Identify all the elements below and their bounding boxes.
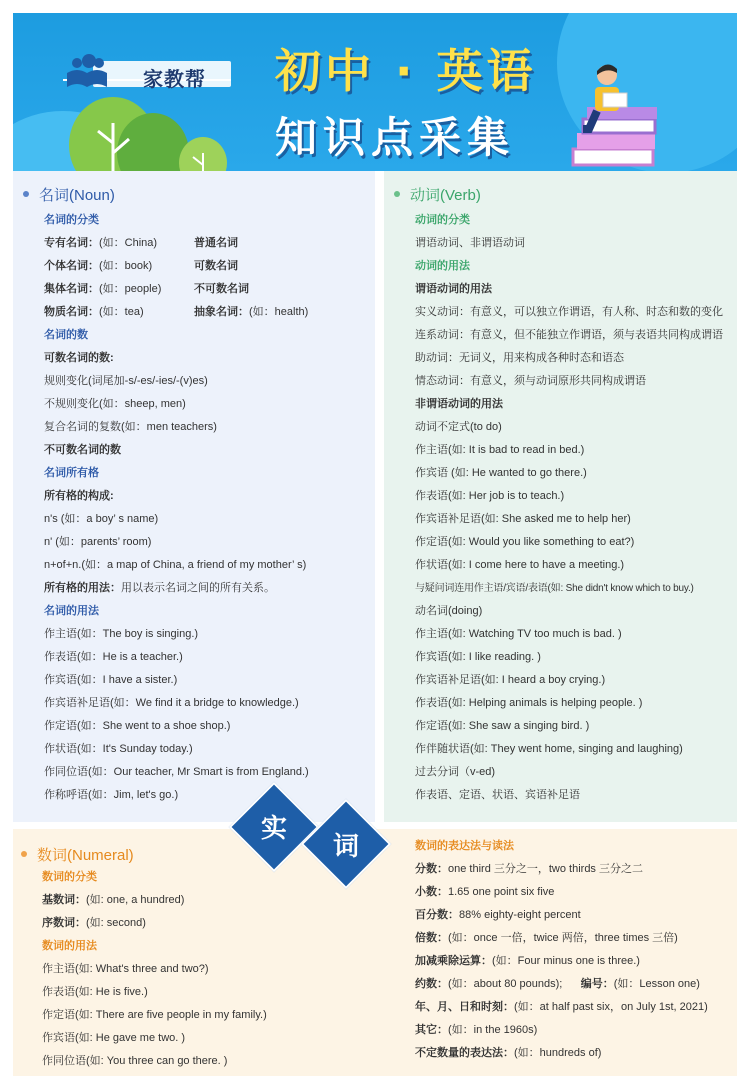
- term-label: 约数：: [415, 978, 448, 990]
- term-label: 所有格的用法：: [44, 582, 121, 594]
- bullet-dot-icon: [394, 191, 400, 197]
- verb-section-title: 动词(Verb): [394, 184, 481, 205]
- term-label-secondary: 不可数名词: [194, 283, 249, 295]
- term-example: 用以表示名词之间的所有关系。: [121, 582, 275, 594]
- term-label: 个体名词：: [44, 260, 99, 272]
- term-example: 88% eighty-eight percent: [459, 909, 581, 921]
- content-line: [415, 858, 708, 881]
- content-line: 作状语(如: I come here to have a meeting.): [415, 559, 625, 571]
- content-line: 作宾语补足语(如: I heard a boy crying.): [415, 674, 606, 686]
- content-line: n's (如：a boy’ s name): [44, 513, 159, 525]
- noun-section-title: 名词(Noun): [23, 184, 115, 205]
- content-line: 作同位语(如: You three can go there. ): [42, 1055, 228, 1067]
- reading-student-icon: [563, 53, 673, 171]
- term-label: 其它：: [415, 1024, 448, 1036]
- content-line: 动词不定式(to do): [415, 421, 502, 433]
- term-label: 不定数量的表达法：: [415, 1047, 514, 1059]
- content-line: [42, 889, 267, 912]
- numeral-left-content: [42, 866, 267, 1073]
- content-line: [44, 278, 309, 301]
- term-example: (如：book): [99, 260, 153, 272]
- content-line: 复合名词的复数(如：men teachers): [44, 421, 217, 433]
- subheading: 数词的分类: [42, 871, 97, 883]
- term-label: 物质名词：: [44, 306, 99, 318]
- content-line: 作表语(如: Her job is to teach.): [415, 490, 565, 502]
- term-example: (如：at half past six，on July 1st, 2021): [514, 1001, 708, 1013]
- term-example: (如：Four minus one is three.): [492, 955, 640, 967]
- term-example: (如：about 80 pounds);: [448, 978, 563, 990]
- term-label: 分数：: [415, 863, 448, 875]
- term-label: 加减乘除运算：: [415, 955, 492, 967]
- content-line: 作表语(如: He is five.): [42, 986, 148, 998]
- term-label: 序数词：: [42, 917, 86, 929]
- badge-char-1: 实: [261, 814, 288, 844]
- content-line: [44, 301, 309, 324]
- content-line: 作定语(如: Would you like something to eat?): [415, 536, 635, 548]
- subheading: 名词所有格: [44, 467, 99, 479]
- term-example: (如: second): [86, 917, 146, 929]
- noun-panel: [13, 171, 375, 822]
- content-line: 作宾语(如: I like reading. ): [415, 651, 541, 663]
- spacer: [562, 978, 580, 990]
- content-line: [415, 1019, 708, 1042]
- term-label: 集体名词：: [44, 283, 99, 295]
- content-line: 动名词(doing): [415, 605, 483, 617]
- content-line: 作主语(如：The boy is singing.): [44, 628, 199, 640]
- content-line: 连系动词：有意义，但不能独立作谓语，须与表语共同构成谓语: [415, 329, 723, 341]
- content-line: n+of+n.(如：a map of China, a friend of my mother’ s): [44, 559, 307, 571]
- content-line: 作主语(如: It is bad to read in bed.): [415, 444, 585, 456]
- subheading: 动词的分类: [415, 214, 470, 226]
- term-label: 基数词：: [42, 894, 86, 906]
- content-line: 作同位语(如：Our teacher, Mr Smart is from England.): [44, 766, 309, 778]
- title-line2: 知识点采集: [275, 113, 516, 162]
- verb-content: [415, 209, 723, 807]
- content-line: 谓语动词的用法: [415, 283, 492, 295]
- term-example: one third 三分之一，two thirds 三分之二: [448, 863, 643, 875]
- term-label-secondary: 普通名词: [194, 237, 238, 249]
- content-line: 规则变化(词尾加-s/-es/-ies/-(v)es): [44, 375, 208, 387]
- content-line: 作定语(如：She went to a shoe shop.): [44, 720, 231, 732]
- term-example: (如：people): [99, 283, 162, 295]
- content-line: [44, 232, 309, 255]
- bullet-dot-icon: [23, 191, 29, 197]
- content-line: 作状语(如：It's Sunday today.): [44, 743, 193, 755]
- header-banner: [13, 13, 737, 171]
- content-line: 作宾语补足语(如：We find it a bridge to knowledge.): [44, 697, 299, 709]
- content-line: 助动词：无词义，用来构成各种时态和语态: [415, 352, 624, 364]
- subheading: 名词的用法: [44, 605, 99, 617]
- content-line: 过去分词（v-ed): [415, 766, 496, 778]
- content-line: [415, 927, 708, 950]
- content-line: 情态动词：有意义，须与动词原形共同构成谓语: [415, 375, 646, 387]
- content-line: 作表语(如: Helping animals is helping people. ): [415, 697, 643, 709]
- content-line: 所有格的构成:: [44, 490, 114, 502]
- content-line: [44, 577, 309, 600]
- content-line: 不规则变化(如：sheep, men): [44, 398, 186, 410]
- content-line: [415, 904, 708, 927]
- term-example: (如：hundreds of): [514, 1047, 602, 1059]
- content-line: 作表语(如：He is a teacher.): [44, 651, 183, 663]
- content-line: 作定语(如: There are five people in my family.): [42, 1009, 267, 1021]
- term-example: (如：tea): [99, 306, 144, 318]
- term-example: 1.65 one point six five: [448, 886, 555, 898]
- term-example: (如：Lesson one): [613, 978, 700, 990]
- content-line: 与疑问词连用作主语/宾语/表语(如: She didn't know which to buy.): [415, 583, 694, 594]
- badge-char-2: 词: [333, 832, 360, 862]
- subheading: 名词的数: [44, 329, 88, 341]
- term-label: 百分数：: [415, 909, 459, 921]
- term-label: 专有名词：: [44, 237, 99, 249]
- content-line: 作宾语 (如: He wanted to go there.): [415, 467, 587, 479]
- content-line: [415, 1042, 708, 1065]
- content-line: 谓语动词、非谓语动词: [415, 237, 525, 249]
- content-line: [415, 996, 708, 1019]
- term-label-secondary: 抽象名词：(如：health): [194, 306, 309, 318]
- content-line: 作称呼语(如：Jim, let's go.): [44, 789, 179, 801]
- logo-text: 家教帮: [143, 69, 206, 91]
- subheading: 数词的表达法与读法: [415, 840, 514, 852]
- subheading: 动词的用法: [415, 260, 470, 272]
- content-line: [415, 973, 708, 996]
- content-line: 可数名词的数:: [44, 352, 114, 364]
- term-label: 编号：: [580, 978, 614, 990]
- content-line: 作表语、定语、状语、宾语补足语: [415, 789, 580, 801]
- term-label: 倍数：: [415, 932, 448, 944]
- verb-panel: [384, 171, 737, 822]
- content-line: 不可数名词的数: [44, 444, 121, 456]
- term-example: (如：health): [249, 306, 309, 318]
- content-line: 作宾语(如: He gave me two. ): [42, 1032, 186, 1044]
- content-line: 作主语(如: Watching TV too much is bad. ): [415, 628, 622, 640]
- term-label-secondary: 可数名词: [194, 260, 238, 272]
- content-line: [415, 950, 708, 973]
- term-label: 年、月、日和时刻：: [415, 1001, 514, 1013]
- term-label: 小数：: [415, 886, 448, 898]
- content-line: 作主语(如: What's three and two?): [42, 963, 209, 975]
- term-example: (如：in the 1960s): [448, 1024, 538, 1036]
- numeral-panel: [13, 829, 737, 1076]
- title-line1: 初中 · 英语: [275, 44, 537, 98]
- content-line: 作宾语(如：I have a sister.): [44, 674, 178, 686]
- subheading: 名词的分类: [44, 214, 99, 226]
- content-line: 非谓语动词的用法: [415, 398, 503, 410]
- content-line: 作定语(如: She saw a singing bird. ): [415, 720, 590, 732]
- term-example: (如: one, a hundred): [86, 894, 185, 906]
- term-example: (如：once 一倍，twice 两倍，three times 三倍): [448, 932, 678, 944]
- subheading: 数词的用法: [42, 940, 97, 952]
- numeral-right-content: [415, 835, 708, 1065]
- content-line: 作宾语补足语(如: She asked me to help her): [415, 513, 631, 525]
- term-example: (如：China): [99, 237, 158, 249]
- content-line: 作伴随状语(如: They went home, singing and laughing): [415, 743, 683, 755]
- numeral-section-title: 数词(Numeral): [21, 844, 134, 865]
- bush-illustration: [53, 83, 233, 171]
- bullet-dot-icon: [21, 851, 27, 857]
- noun-content: [44, 209, 309, 807]
- content-line: [44, 255, 309, 278]
- content-line: [415, 881, 708, 904]
- content-line: [42, 912, 267, 935]
- content-line: n' (如：parents’ room): [44, 536, 152, 548]
- content-line: 实义动词：有意义，可以独立作谓语，有人称、时态和数的变化: [415, 306, 723, 318]
